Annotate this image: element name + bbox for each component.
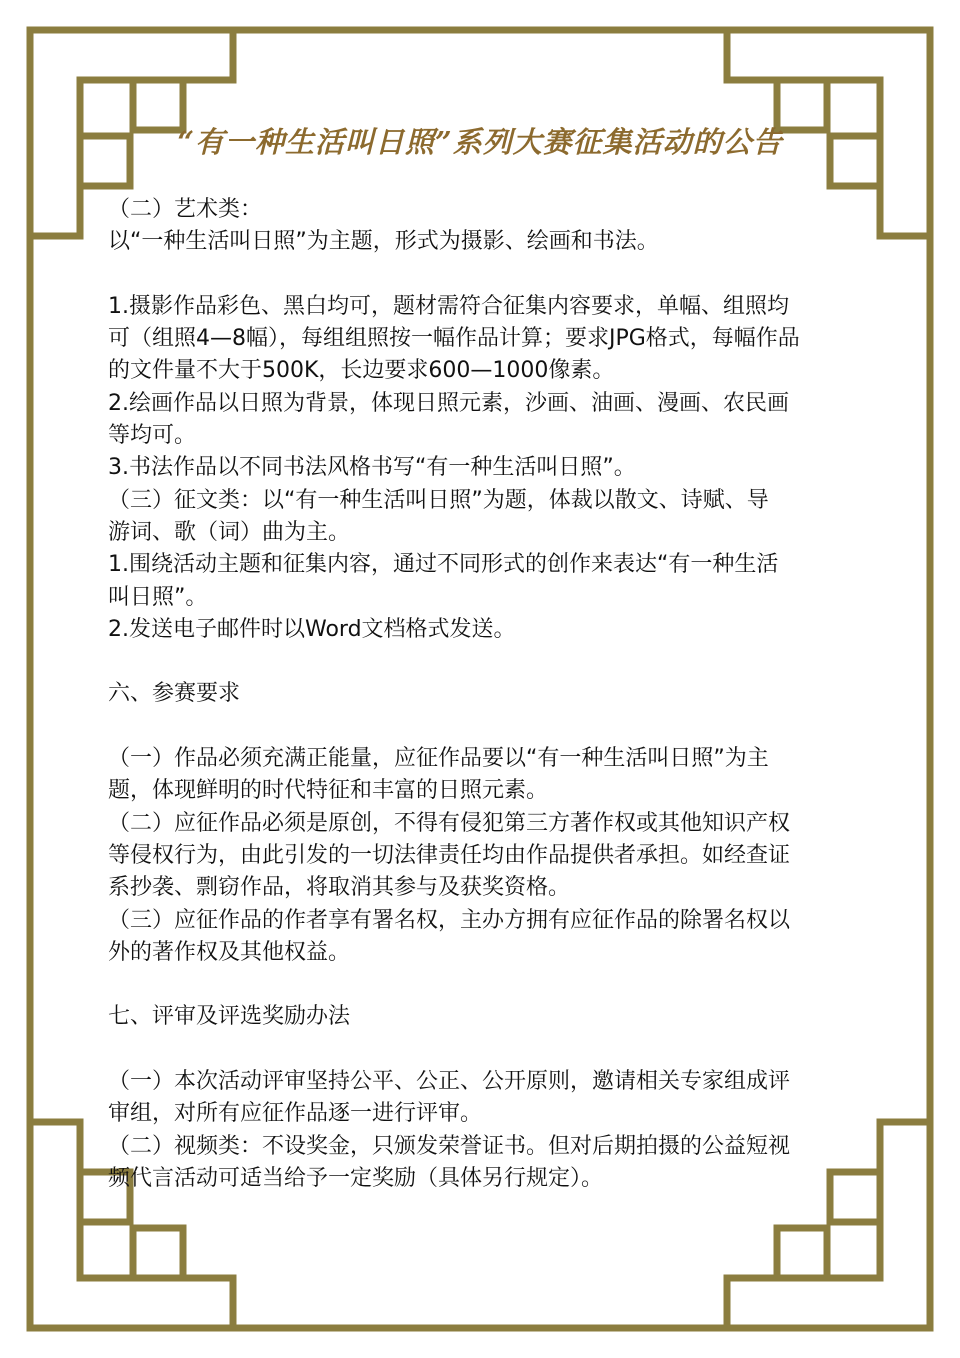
text-line: 等均可。 — [108, 423, 197, 449]
text-line: 频代言活动可适当给予一定奖励（具体另行规定）。 — [108, 1165, 604, 1191]
text-line: （一）作品必须充满正能量，应征作品要以“有一种生活叫日照”为主 — [108, 746, 769, 772]
text-line: 叫日照”。 — [108, 584, 208, 610]
spacer — [108, 711, 888, 743]
text-line: 系抄袭、剽窃作品，将取消其参与及获奖资格。 — [108, 875, 571, 901]
section-heading-requirements: 六、参赛要求 — [108, 681, 241, 707]
text-line: 审组，对所有应征作品逐一进行评审。 — [108, 1101, 483, 1127]
art-category-heading: （二）艺术类： — [108, 197, 263, 222]
text-line: （二）应征作品必须是原创，不得有侵犯第三方著作权或其他知识产权 — [108, 810, 791, 836]
section-heading-judging: 七、评审及评选奖励办法 — [108, 1004, 351, 1030]
text-line: （二）视频类：不设奖金，只颁发荣誉证书。但对后期拍摄的公益短视 — [108, 1133, 791, 1159]
text-line: 的文件量不大于500K，长边要求600—1000像素。 — [108, 358, 615, 384]
text-line: 2.绘画作品以日照为背景，体现日照元素，沙画、油画、漫画、农民画 — [108, 390, 789, 416]
spacer — [108, 1034, 888, 1066]
text-line: 2.发送电子邮件时以Word文档格式发送。 — [108, 616, 516, 642]
art-category-intro: 以“一种生活叫日照”为主题，形式为摄影、绘画和书法。 — [108, 229, 659, 255]
text-line: （三）应征作品的作者享有署名权，主办方拥有应征作品的除署名权以 — [108, 907, 791, 933]
spacer — [108, 969, 888, 1001]
text-line: 可（组照4—8幅），每组组照按一幅作品计算；要求JPG格式，每幅作品 — [108, 326, 800, 352]
page-title: “有一种生活叫日照”系列大赛征集活动的公告 — [177, 125, 783, 159]
text-line: 游词、歌（词）曲为主。 — [108, 519, 351, 545]
text-line: （一）本次活动评审坚持公平、公正、公开原则，邀请相关专家组成评 — [108, 1069, 791, 1095]
text-line: 题，体现鲜明的时代特征和丰富的日照元素。 — [108, 778, 549, 804]
announcement-body — [108, 194, 888, 1195]
text-line: 1.围绕活动主题和征集内容，通过不同形式的创作来表达“有一种生活 — [108, 552, 779, 578]
text-line: 3.书法作品以不同书法风格书写“有一种生活叫日照”。 — [108, 455, 636, 481]
spacer — [108, 259, 888, 291]
essay-category-heading: （三）征文类：以“有一种生活叫日照”为题，体裁以散文、诗赋、导 — [108, 487, 769, 513]
text-line: 1.摄影作品彩色、黑白均可，题材需符合征集内容要求，单幅、组照均 — [108, 293, 789, 319]
text-line: 等侵权行为，由此引发的一切法律责任均由作品提供者承担。如经查证 — [108, 842, 791, 868]
text-line: 外的著作权及其他权益。 — [108, 939, 351, 965]
spacer — [108, 646, 888, 678]
